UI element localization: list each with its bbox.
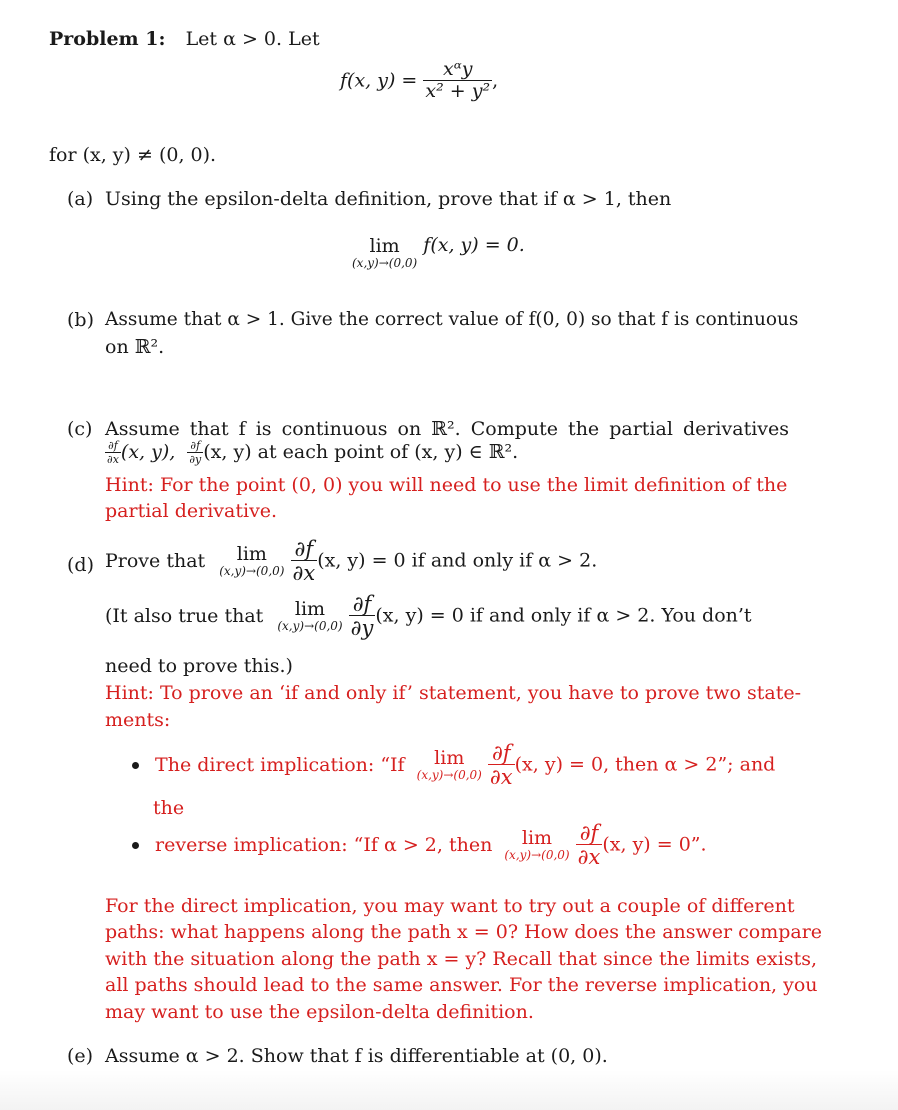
def-lhs: f(x, y) = <box>340 69 418 92</box>
bullet-icon <box>132 762 139 769</box>
limit-operator: lim (x,y)→(0,0) <box>219 543 285 578</box>
function-definition <box>340 60 498 102</box>
part-d-para-line4: all paths should lead to the same answer. For the reverse implication, you <box>105 974 818 996</box>
part-e-text: Assume α > 2. Show that f is differentiable at (0, 0). <box>105 1045 608 1067</box>
part-b-line2: on ℝ². <box>105 336 165 358</box>
part-d-also: (It also true that lim (x,y)→(0,0) $\frac{\partial f}{\partial y}$ (x, y) = 0 if and only if α > 2. You don’t <box>105 592 752 641</box>
bullet-reverse: reverse implication: “If α > 2, then lim (x,y)→(0,0) $\frac{\partial f}{\partial x}$ (x, y) = 0”. <box>132 822 707 868</box>
domain-note: for (x, y) ≠ (0, 0). <box>49 144 217 166</box>
def-tail: , <box>492 69 499 92</box>
bullet-direct-wrap: the <box>153 797 185 819</box>
part-d-para-line3: with the situation along the path x = y? Recall that since the limits exists, <box>105 948 817 970</box>
part-d-para-line1: For the direct implication, you may want to try out a couple of different <box>105 895 795 917</box>
part-b-label: (b) <box>67 309 94 331</box>
limit-rhs: f(x, y) = 0. <box>423 234 525 256</box>
limit-operator: lim (x,y)→(0,0) <box>504 827 570 862</box>
part-c-line1: Assume that f is continuous on ℝ². Compute the partial derivatives <box>105 418 790 440</box>
part-e-label: (e) <box>67 1045 94 1067</box>
def-numerator: xᵅy <box>442 58 473 80</box>
partial-x-fraction: $\frac{\partial f}{\partial x}$ <box>577 821 601 870</box>
partial-x-fraction: $\frac{\partial f}{\partial x}$ <box>489 741 513 790</box>
partial-x-fraction: $\frac{\partial f}{\partial x}$ <box>292 537 316 586</box>
part-c-hint-line1: Hint: For the point (0, 0) you will need to use the limit definition of the <box>105 474 788 496</box>
partial-y-fraction: $\frac{\partial f}{\partial y}$ <box>350 592 374 641</box>
page-bottom-edge <box>0 1070 898 1110</box>
part-c-line2: $\frac{\partial f}{\partial x}$ (x, y), $\frac{\partial f}{\partial y}$ (x, y) at each point of (x, y) ∈ ℝ². <box>107 439 519 466</box>
part-d-para-line5: may want to use the epsilon-delta definition. <box>105 1001 534 1023</box>
partial-y-fraction: $\frac{\partial f}{\partial y}$ <box>189 439 202 466</box>
part-d-hint-line2: ments: <box>105 709 171 731</box>
problem-intro: Let α > 0. Let <box>185 28 320 50</box>
part-a-label: (a) <box>67 188 94 210</box>
part-c-label: (c) <box>67 418 93 440</box>
part-a-limit <box>352 236 525 270</box>
problem-number: Problem 1: <box>49 28 166 50</box>
part-a-text: Using the epsilon-delta definition, prove that if α > 1, then <box>105 188 672 210</box>
bullet-direct: The direct implication: “If lim (x,y)→(0,0) $\frac{\partial f}{\partial x}$ (x, y) = 0, then α > 2”; and <box>132 742 775 788</box>
problem-heading <box>49 30 320 49</box>
limit-operator: lim (x,y)→(0,0) <box>416 747 482 782</box>
def-denominator: x² + y² <box>425 79 491 102</box>
part-d-hint-line1: Hint: To prove an ‘if and only if’ statement, you have to prove two state- <box>105 682 802 704</box>
partial-x-fraction: $\frac{\partial f}{\partial x}$ <box>107 439 119 466</box>
part-d-label: (d) <box>67 554 94 576</box>
part-d-statement: Prove that lim (x,y)→(0,0) $\frac{\partial f}{\partial x}$ (x, y) = 0 if and only if α > 2. <box>105 537 598 586</box>
part-c-hint-line2: partial derivative. <box>105 500 278 522</box>
bullet-icon <box>132 842 139 849</box>
def-fraction <box>423 60 492 102</box>
limit-operator: lim (x,y)→(0,0) <box>352 235 418 270</box>
part-d-need: need to prove this.) <box>105 655 293 677</box>
limit-operator: lim (x,y)→(0,0) <box>277 598 343 633</box>
part-b-line1: Assume that α > 1. Give the correct value of f(0, 0) so that f is continuous <box>105 309 799 330</box>
part-d-para-line2: paths: what happens along the path x = 0? How does the answer compare <box>105 921 823 943</box>
